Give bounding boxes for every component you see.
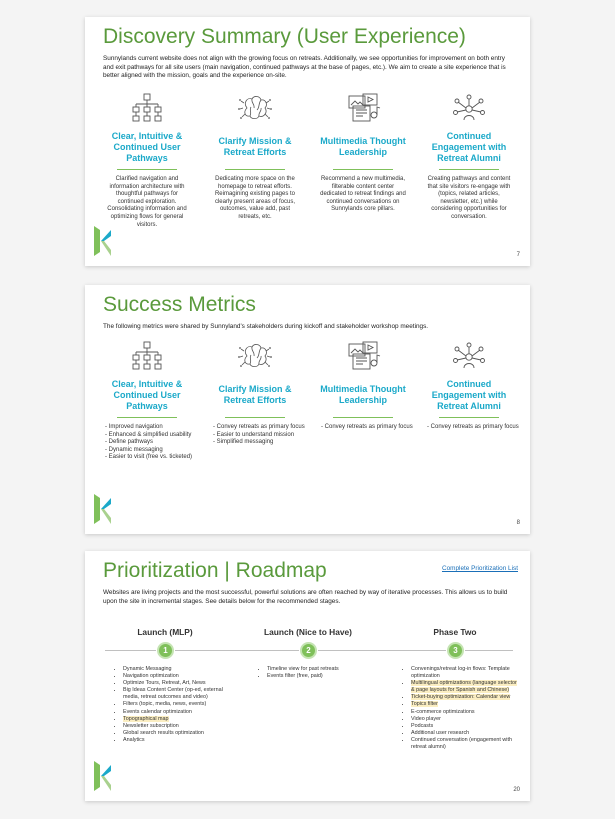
- metrics-list: [205, 424, 305, 447]
- list-item: • Topographical map: [123, 716, 235, 723]
- column-mission: [205, 93, 305, 222]
- slide-title: Prioritization | Roadmap: [103, 559, 327, 582]
- timeline-line: [465, 650, 513, 651]
- list-item: • Global search results optimization: [123, 730, 235, 737]
- list-item: - Easier to visit (free vs. ticketed): [105, 454, 193, 461]
- list-item: • Newsletter subscription: [123, 723, 235, 730]
- list-item: • Podcasts: [411, 723, 518, 730]
- stage-list-3: [403, 666, 518, 751]
- metrics-list: [97, 424, 197, 462]
- page-number: 8: [516, 520, 520, 526]
- column-multimedia: [313, 341, 413, 432]
- stage-number-1: 1: [157, 642, 174, 659]
- column-heading: Continued Engagement with Retreat Alumni: [431, 130, 507, 163]
- metrics-list: [313, 424, 413, 432]
- list-item: • Navigation optimization: [123, 673, 235, 680]
- list-item: - Simplified messaging: [213, 439, 274, 446]
- column-heading: Multimedia Thought Leadership: [320, 136, 406, 157]
- stage-list-1: [115, 666, 235, 744]
- slide-success-metrics: [85, 285, 530, 534]
- list-item: • Filters (topic, media, news, events): [123, 701, 235, 708]
- timeline-line: [318, 650, 446, 651]
- column-mission: [205, 341, 305, 447]
- list-item: • Convenings/retreat log-in flows: Template optimization: [411, 666, 518, 680]
- column-multimedia: [313, 93, 413, 214]
- list-item: - Define pathways: [105, 439, 154, 446]
- list-item: - Improved navigation: [105, 424, 163, 430]
- stage-list-2: [259, 666, 379, 680]
- page-number: 20: [513, 787, 520, 793]
- column-heading: Clear, Intuitive & Continued User Pathways: [111, 130, 183, 163]
- column-heading: Clarify Mission & Retreat Efforts: [218, 136, 292, 157]
- column-heading: Clarify Mission & Retreat Efforts: [218, 384, 292, 405]
- stage-title-1: Launch (MLP): [137, 627, 193, 637]
- divider: [333, 417, 393, 418]
- brand-logo-icon: [91, 492, 113, 526]
- list-item: - Convey retreats as primary focus: [213, 424, 305, 430]
- column-engagement: [419, 93, 519, 222]
- brand-logo-icon: [91, 224, 113, 258]
- divider: [439, 417, 499, 418]
- divider: [225, 169, 285, 170]
- multimedia-icon: [345, 93, 381, 123]
- column-body: Clarified navigation and information architecture with thoughtful pathways for continued exploration. Consolidating information and optimizing flows for general visitors.: [107, 176, 187, 228]
- slide-prioritization-roadmap: [85, 551, 530, 801]
- column-engagement: [419, 341, 519, 432]
- divider: [333, 169, 393, 170]
- metrics-list: [419, 424, 519, 432]
- list-item: • Big Ideas Content Center (op-ed, external media, retreat outcomes and video): [123, 687, 235, 701]
- list-item: • Topics filter: [411, 701, 518, 708]
- intro-text: Websites are living projects and the most successful, powerful solutions are often reached by way of iterative processes. This allows us to build upon the site in incremental stages. See details below for the recommended stages.: [103, 589, 508, 605]
- list-item: • Optimize Tours, Retreat, Art, News: [123, 680, 235, 687]
- list-item: - Enhanced & simplified usability: [105, 431, 192, 438]
- column-heading: Clear, Intuitive & Continued User Pathways: [111, 378, 183, 411]
- list-item: • Continued conversation (engagement with retreat alumni): [411, 737, 518, 751]
- page-number: 7: [516, 252, 520, 258]
- column-heading: Continued Engagement with Retreat Alumni: [431, 378, 507, 411]
- list-item: • Video player: [411, 716, 518, 723]
- list-item: • Timeline view for past retreats: [267, 666, 379, 673]
- list-item: • Multilingual optimizations (language selector & page layouts for Spanish and Chinese): [411, 680, 518, 694]
- stage-title-3: Phase Two: [433, 627, 477, 637]
- list-item: • E-commerce optimizations: [411, 709, 518, 716]
- column-body: Dedicating more space on the homepage to retreat efforts. Reimagining existing pages to clearly present areas of focus, outcomes, value add, past retreats, etc.: [214, 176, 296, 220]
- network-icon: [451, 341, 487, 371]
- sitemap-icon: [129, 93, 165, 123]
- divider: [439, 169, 499, 170]
- multimedia-icon: [345, 341, 381, 371]
- timeline-line: [175, 650, 299, 651]
- list-item: • Events filter (free, paid): [267, 673, 379, 680]
- sitemap-icon: [129, 341, 165, 371]
- intro-text: The following metrics were shared by Sunnyland's stakeholders during kickoff and stakeholder workshop meetings.: [103, 323, 429, 330]
- slide-discovery-summary: [85, 17, 530, 266]
- slide-title: Discovery Summary (User Experience): [103, 25, 466, 48]
- list-item: - Dynamic messaging: [105, 446, 163, 453]
- brain-icon: [237, 341, 273, 371]
- column-body: Creating pathways and content that site visitors re-engage with (topics, related articles, newsletter, etc.) while considering opportunities for conversation.: [427, 176, 511, 220]
- complete-prioritization-link[interactable]: Complete Prioritization List: [441, 565, 518, 572]
- slide-title: Success Metrics: [103, 293, 256, 316]
- list-item: • Dynamic Messaging: [123, 666, 235, 673]
- divider: [225, 417, 285, 418]
- list-item: - Convey retreats as primary focus: [321, 424, 413, 430]
- column-pathways: [97, 341, 197, 462]
- list-item: • Ticket-buying optimization: Calendar view: [411, 694, 518, 701]
- column-pathways: [97, 93, 197, 229]
- list-item: • Analytics: [123, 737, 235, 744]
- list-item: - Easier to understand mission: [213, 431, 295, 438]
- brain-icon: [237, 93, 273, 123]
- stage-number-2: 2: [300, 642, 317, 659]
- list-item: • Additional user research: [411, 730, 518, 737]
- timeline-line: [105, 650, 156, 651]
- brand-logo-icon: [91, 759, 113, 793]
- network-icon: [451, 93, 487, 123]
- column-body: Recommend a new multimedia, filterable content center dedicated to retreat findings and continued conversations on Sunnylands core pillars.: [320, 176, 406, 213]
- column-heading: Multimedia Thought Leadership: [320, 384, 406, 405]
- stage-title-2: Launch (Nice to Have): [264, 627, 352, 637]
- divider: [117, 169, 177, 170]
- intro-text: Sunnylands current website does not align with the growing focus on retreats. Additionally, we see opportunities for improvement on both entry and exit pathways for all site users (main navigation, continued pathways at the base of pages, etc.). We aim to create a site experience that is better aligned with the mission, goals and the experience on-site.: [103, 55, 506, 80]
- list-item: • Events calendar optimization: [123, 709, 235, 716]
- divider: [117, 417, 177, 418]
- list-item: - Convey retreats as primary focus: [427, 424, 519, 430]
- stage-number-3: 3: [447, 642, 464, 659]
